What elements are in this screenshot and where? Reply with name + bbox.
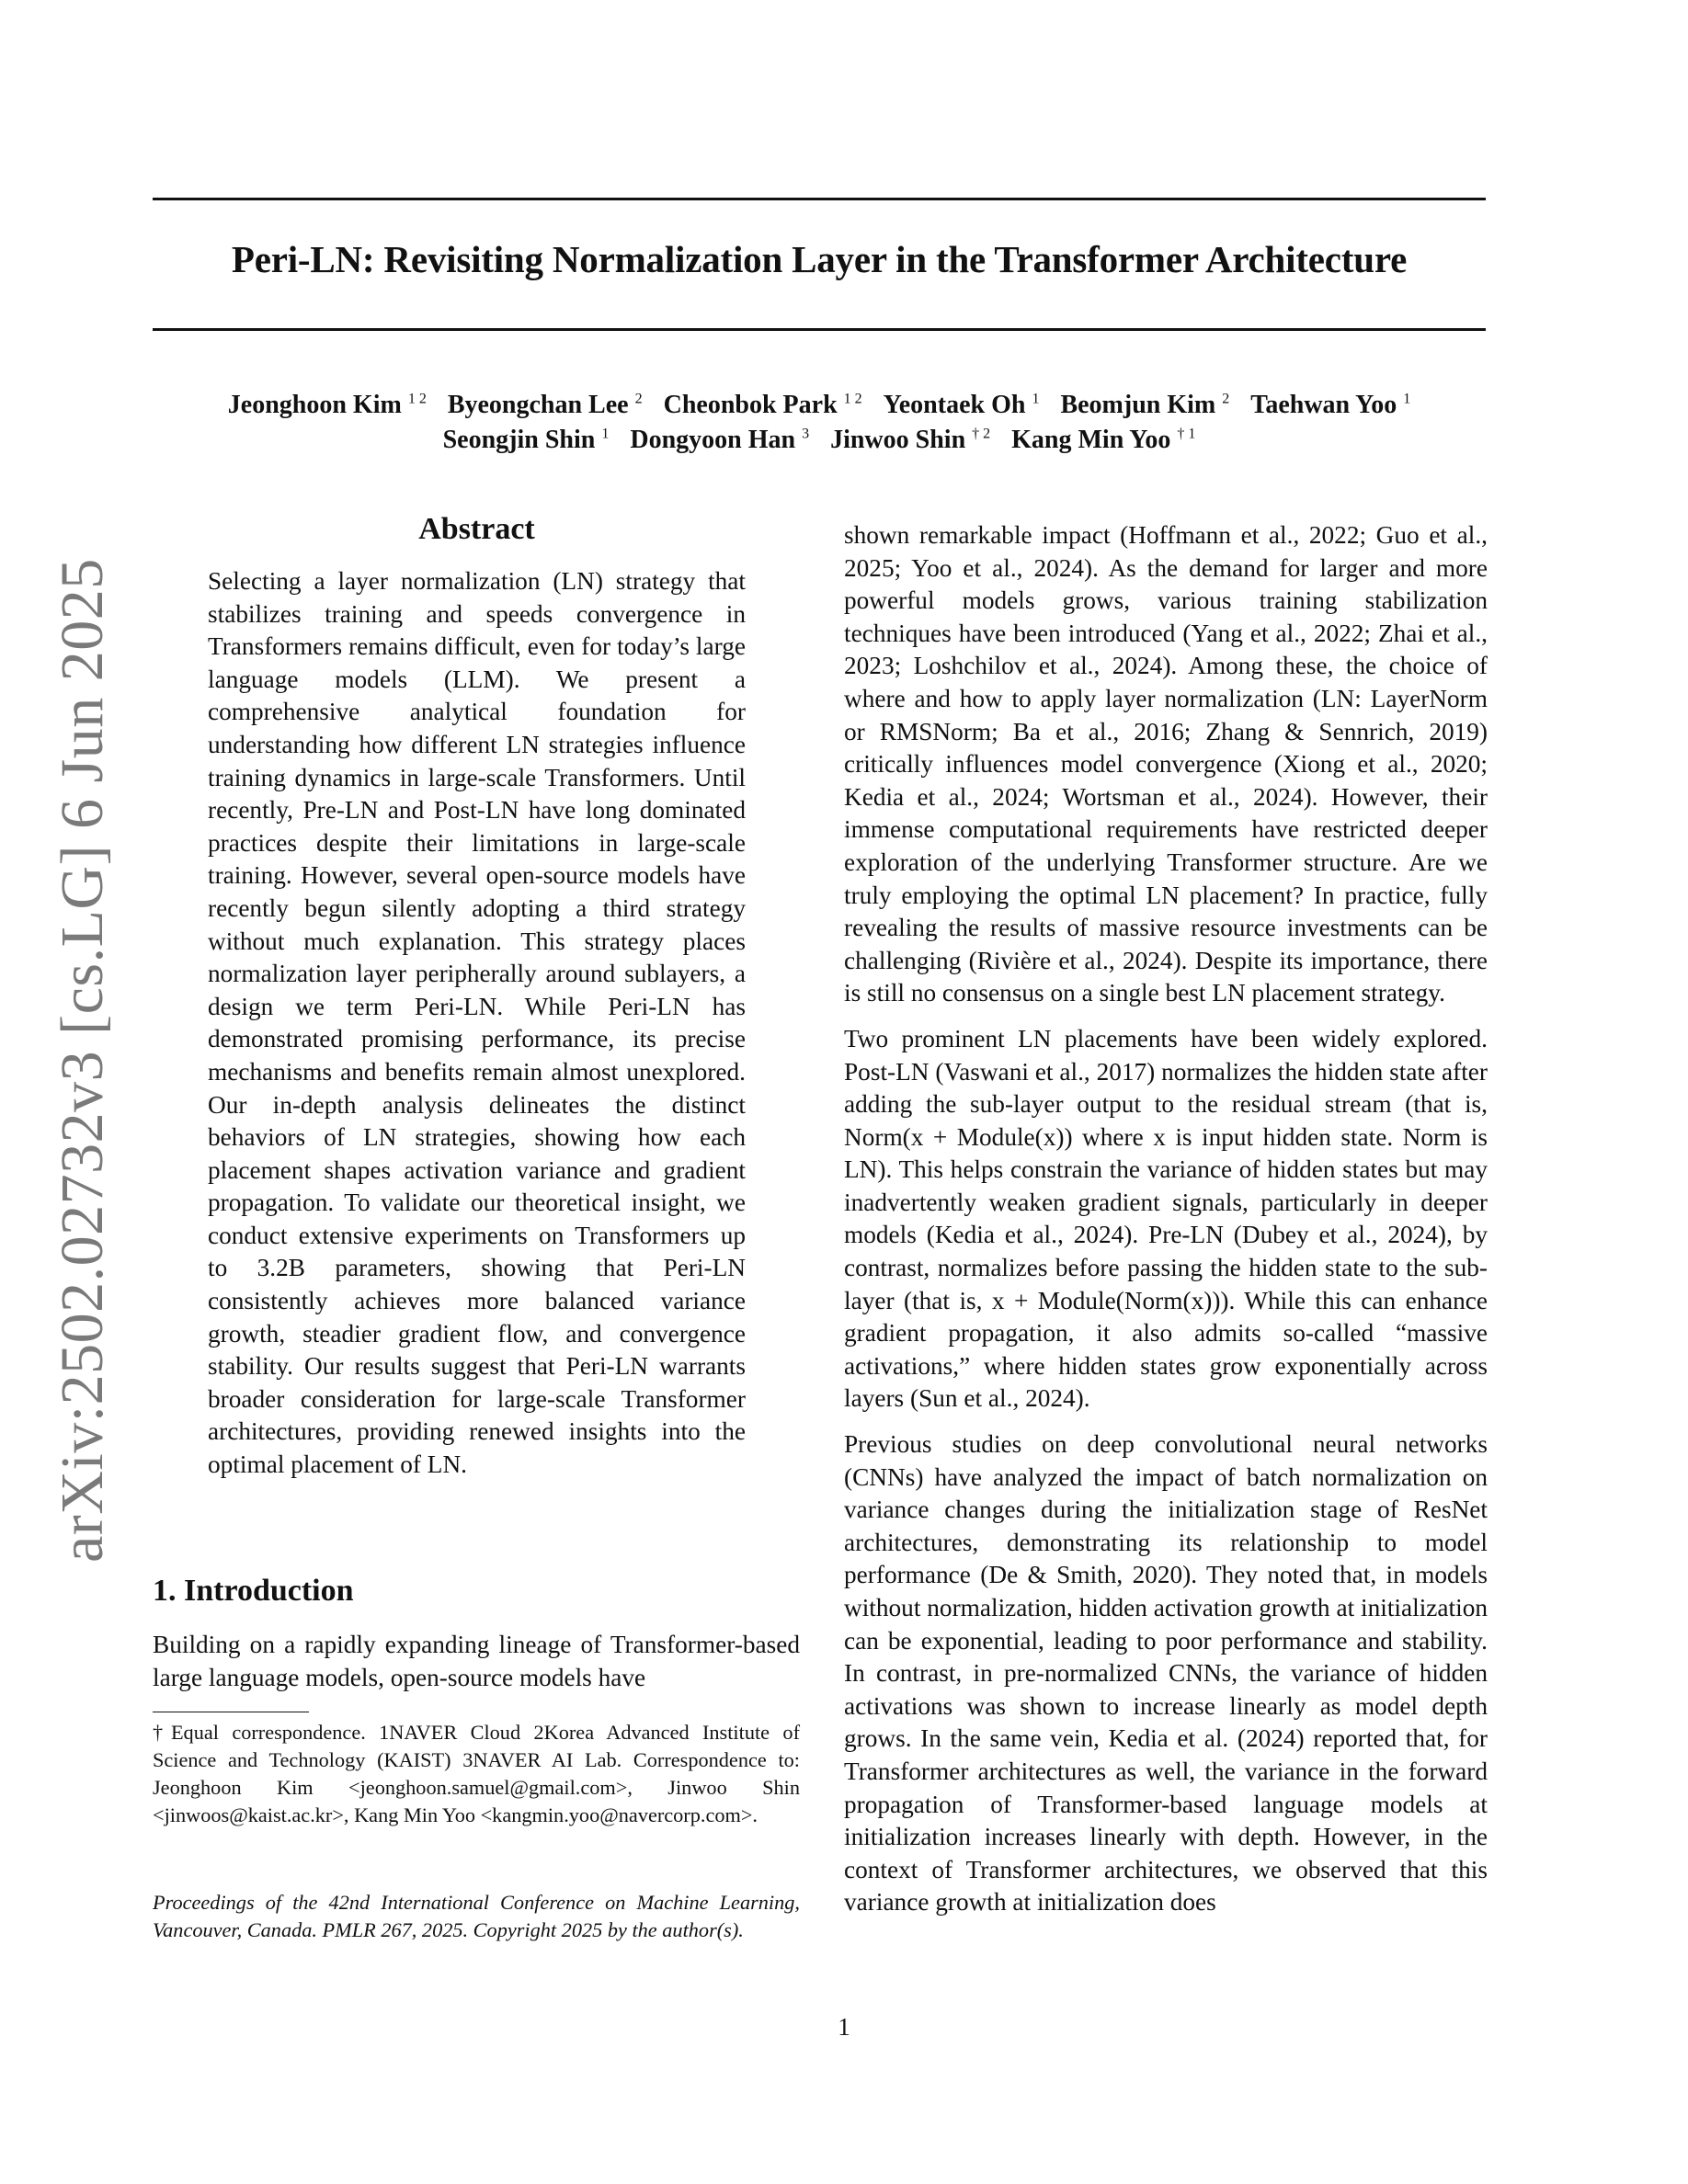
section-heading-introduction: 1. Introduction [153, 1574, 354, 1608]
paragraph: Previous studies on deep convolutional neural networks (CNNs) have analyzed the impact of batch normalization on variance changes during the initialization stage of ResNet architectures, demonstrating its relationship to model performance (De & Smith, 2020). They noted that, in models without normalization, hidden activation growth at initialization can be exponential, leading to poor performance and stability. In contrast, in pre-normalized CNNs, the variance of hidden activations was shown to increase linearly as model depth grows. In the same vein, Kedia et al. (2024) reported that, for Transformer architectures as well, the variance in the forward propagation of Transformer-based language models at initialization increases linearly with depth. However, in the context of Transformer architectures, we observed that this variance growth at initialization does [844, 1430, 1488, 1917]
right-column-body [844, 519, 1488, 1919]
author-list-line-2 [153, 426, 1486, 455]
author: Jinwoo Shin $^{\dagger 2}$ [830, 426, 991, 454]
correspondence-footnote: †Equal correspondence. 1NAVER Cloud 2Korea Advanced Institute of Science and Technology (KAIST) 3NAVER AI Lab. Correspondence to: Jeonghoon Kim <jeonghoon.samuel@gmail.com>, Jinwoo Shin <jinwoos@kaist.ac.kr>, Kang Min Yoo <kangmin.yoo@navercorp.com>. [153, 1721, 800, 1826]
title-rule-bottom [153, 328, 1486, 331]
author: Byeongchan Lee $^2$ [447, 391, 643, 419]
title-rule-top [153, 198, 1486, 200]
page-number: 1 [838, 2013, 850, 2041]
paper-title: Peri-LN: Revisiting Normalization Layer in the Transformer Architecture [231, 238, 1408, 280]
author: Taehwan Yoo $^1$ [1250, 391, 1411, 419]
author: Yeontaek Oh $^1$ [883, 391, 1040, 419]
paragraph: shown remarkable impact (Hoffmann et al., 2022; Guo et al., 2025; Yoo et al., 2024). As the demand for larger and more powerful models grows, various training stabilization techniques have been introduced (Yang et al., 2022; Zhai et al., 2023; Loshchilov et al., 2024). Among these, the choice of where and how to apply layer normalization (LN: LayerNorm or RMSNorm; Ba et al., 2016; Zhang & Sennrich, 2019) critically influences model convergence (Xiong et al., 2020; Kedia et al., 2024; Wortsman et al., 2024). However, their immense computational requirements have restricted deeper exploration of the underlying Transformer structure. Are we truly employing the optimal LN placement? In practice, fully revealing the results of massive resource investments can be challenging (Rivière et al., 2024). Despite its importance, there is still no consensus on a single best LN placement strategy. [844, 521, 1488, 1007]
author-list-line-1 [153, 391, 1486, 420]
author: Kang Min Yoo $^{\dagger 1}$ [1011, 426, 1196, 454]
abstract-body [208, 565, 746, 1482]
author: Cheonbok Park $^{1 2}$ [663, 391, 862, 419]
abstract-text: Selecting a layer normalization (LN) strategy that stabilizes training and speeds convergence in Transformers remains difficult, even for today’s large language models (LLM). We present a comprehensive analytical foundation for understanding how different LN strategies influence training dynamics in large-scale Transformers. Until recently, Pre-LN and Post-LN have long dominated practices despite their limitations in large-scale training. However, several open-source models have recently begun silently adopting a third strategy without much explanation. This strategy places normalization layer peripherally around sublayers, a design we term Peri-LN. While Peri-LN has demonstrated promising performance, its precise mechanisms and benefits remain almost unexplored. Our in-depth analysis delineates the distinct behaviors of LN strategies, showing how each placement shapes activation variance and gradient propagation. To validate our theoretical insight, we conduct extensive experiments on Transformers up to 3.2B parameters, showing that Peri-LN consistently achieves more balanced variance growth, steadier gradient flow, and convergence stability. Our results suggest that Peri-LN warrants broader consideration for large-scale Transformer architectures, providing renewed insights into the optimal placement of LN. [208, 567, 746, 1479]
author: Jeonghoon Kim $^{1 2}$ [227, 391, 427, 419]
introduction-paragraph-start: Building on a rapidly expanding lineage of Transformer-based large language models, open-source models have [153, 1631, 800, 1691]
author: Dongyoon Han $^3$ [630, 426, 810, 454]
arxiv-identifier-stamp: arXiv:2502.02732v3 [cs.LG] 6 Jun 2025 [49, 558, 116, 1563]
abstract-heading: Abstract [418, 512, 535, 546]
author: Seongjin Shin $^1$ [442, 426, 610, 454]
proceedings-note: Proceedings of the 42nd International Conference on Machine Learning, Vancouver, Canada. PMLR 267, 2025. Copyright 2025 by the author(s). [153, 1891, 800, 1941]
paragraph: Two prominent LN placements have been widely explored. Post-LN (Vaswani et al., 2017) normalizes the hidden state after adding the sub-layer output to the residual stream (that is, Norm(x + Module(x)) where x is input hidden state. Norm is LN). This helps constrain the variance of hidden states but may inadvertently weaken gradient signals, particularly in deeper models (Kedia et al., 2024). Pre-LN (Dubey et al., 2024), by contrast, normalizes before passing the hidden state to the sub-layer (that is, x + Module(Norm(x))). While this can enhance gradient propagation, it also admits so-called “massive activations,” where hidden states grow exponentially across layers (Sun et al., 2024). [844, 1024, 1488, 1413]
author: Beomjun Kim $^2$ [1060, 391, 1230, 419]
